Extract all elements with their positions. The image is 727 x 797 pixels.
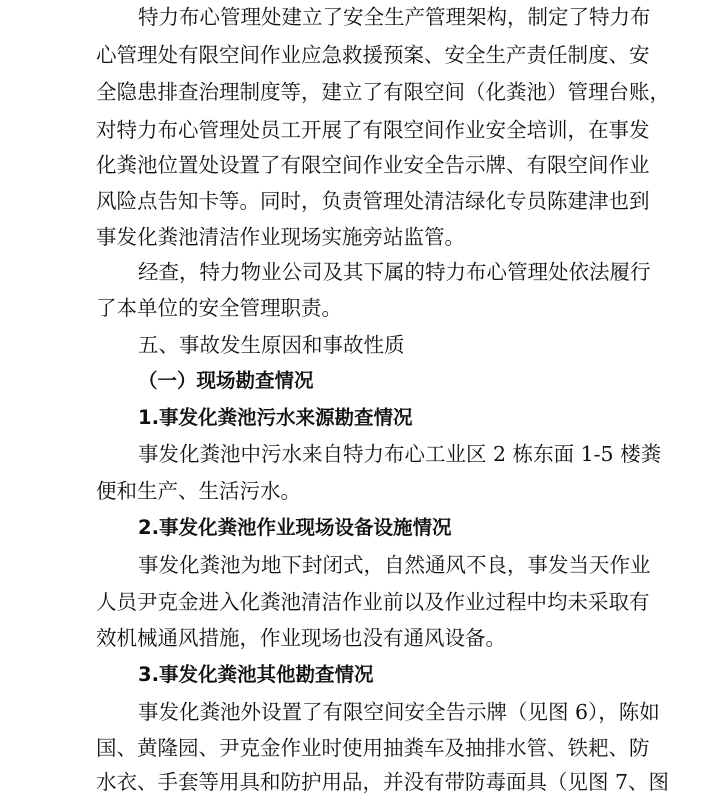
paragraph-1-line-2: 心管理处有限空间作业应急救援预案、安全生产责任制度、安 bbox=[96, 43, 650, 67]
paragraph-1-line-3: 全隐患排查治理制度等，建立了有限空间（化粪池）管理台账， bbox=[96, 80, 670, 104]
item-3-line-2: 国、黄隆园、尹克金作业时使用抽粪车及抽排水管、铁耙、防 bbox=[96, 736, 650, 760]
paragraph-1-line-1: 特力布心管理处建立了安全生产管理架构，制定了特力布 bbox=[138, 5, 651, 29]
paragraph-1-line-6: 风险点告知卡等。同时，负责管理处清洁绿化专员陈建津也到 bbox=[96, 189, 650, 213]
item-3-heading: 3.事发化粪池其他勘查情况 bbox=[138, 663, 374, 686]
item-1-heading: 1.事发化粪池污水来源勘查情况 bbox=[138, 406, 413, 429]
item-2-line-3: 效机械通风措施，作业现场也没有通风设备。 bbox=[96, 626, 506, 650]
paragraph-2-line-1: 经查，特力物业公司及其下属的特力布心管理处依法履行 bbox=[138, 260, 651, 284]
paragraph-1-line-7: 事发化粪池清洁作业现场实施旁站监管。 bbox=[96, 225, 465, 249]
item-1-line-1: 事发化粪池中污水来自特力布心工业区 2 栋东面 1-5 楼粪 bbox=[138, 442, 662, 466]
paragraph-1-line-4: 对特力布心管理处员工开展了有限空间作业安全培训，在事发 bbox=[96, 118, 650, 142]
item-2-heading: 2.事发化粪池作业现场设备设施情况 bbox=[138, 516, 452, 539]
subsection-1-heading: （一）现场勘查情况 bbox=[138, 369, 314, 392]
item-1-line-2: 便和生产、生活污水。 bbox=[96, 479, 301, 503]
item-2-line-1: 事发化粪池为地下封闭式，自然通风不良，事发当天作业 bbox=[138, 553, 651, 577]
item-3-line-3: 水衣、手套等用具和防护用品，并没有带防毒面具（见图 7、图 bbox=[96, 770, 670, 794]
item-3-line-1: 事发化粪池外设置了有限空间安全告示牌（见图 6），陈如 bbox=[138, 700, 660, 724]
paragraph-1-line-5: 化粪池位置处设置了有限空间作业安全告示牌、有限空间作业 bbox=[96, 153, 650, 177]
item-2-line-2: 人员尹克金进入化粪池清洁作业前以及作业过程中均未采取有 bbox=[96, 590, 650, 614]
section-5-heading: 五、事故发生原因和事故性质 bbox=[138, 333, 405, 357]
paragraph-2-line-2: 了本单位的安全管理职责。 bbox=[96, 296, 342, 320]
